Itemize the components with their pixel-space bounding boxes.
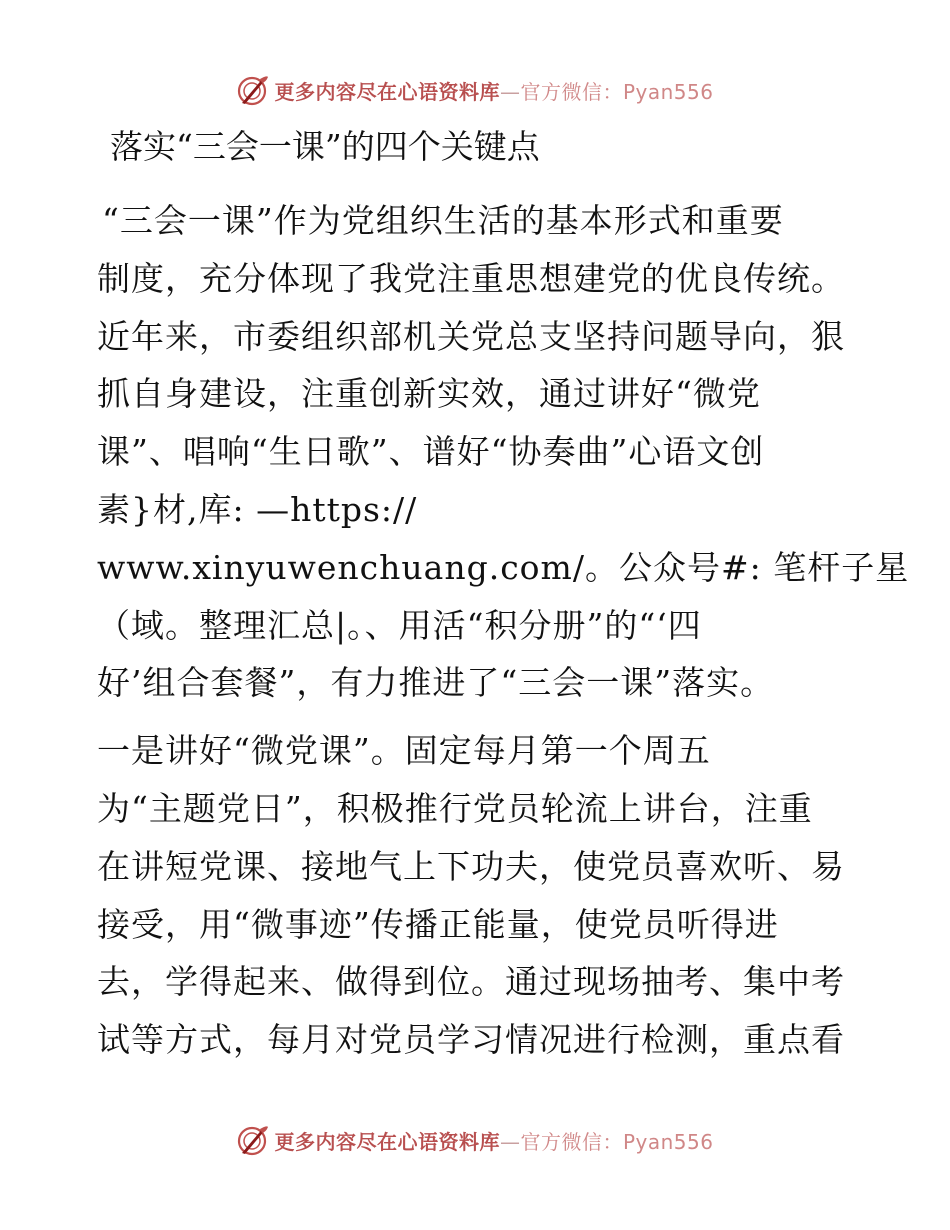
text-line: 在讲短党课、接地气上下功夫，使党员喜欢听、易 xyxy=(97,846,845,886)
watermark-text xyxy=(274,1126,713,1155)
footer-watermark xyxy=(0,1120,950,1160)
text-line: “三会一课”作为党组织生活的基本形式和重要 xyxy=(102,201,784,240)
paragraph-point-one xyxy=(97,722,857,1069)
watermark-separator: — xyxy=(499,1129,521,1154)
header-watermark xyxy=(0,70,950,110)
watermark-brand: 更多内容尽在心语资料库 xyxy=(274,1129,500,1154)
watermark-wechat: 官方微信：Pyan556 xyxy=(520,1129,714,1154)
text-line: 近年来，市委组织部机关党总支坚持问题导向，狠 xyxy=(97,316,845,356)
document-title: 落实“三会一课”的四个关键点 xyxy=(110,127,540,166)
watermark-separator: — xyxy=(499,79,521,104)
text-line: www.xinyuwenchuang.com/。公众号#: 笔杆子星 xyxy=(97,547,910,587)
watermark-wechat: 官方微信：Pyan556 xyxy=(520,79,714,104)
quill-logo-icon xyxy=(236,73,270,107)
text-line: 制度，充分体现了我党注重思想建党的优良传统。 xyxy=(97,258,845,298)
paragraph-intro xyxy=(97,192,910,712)
text-line: 接受，用“微事迹”传播正能量，使党员听得进 xyxy=(97,904,779,944)
text-line: 一是讲好“微党课”。固定每月第一个周五 xyxy=(97,731,711,771)
text-line: 课”、唱响“生日歌”、谱好“协奏曲”心语文创 xyxy=(97,432,765,472)
text-line: 抓自身建设，注重创新实效，通过讲好“微党 xyxy=(97,374,761,414)
text-line: 试等方式，每月对党员学习情况进行检测，重点看 xyxy=(97,1020,845,1060)
text-line: 去，学得起来、做得到位。通过现场抽考、集中考 xyxy=(97,962,845,1002)
document-body xyxy=(97,122,910,1079)
text-line: （域。整理汇总|。、用活“积分册”的“‘四 xyxy=(97,605,702,645)
watermark-brand: 更多内容尽在心语资料库 xyxy=(274,79,500,104)
quill-logo-icon xyxy=(236,1123,270,1157)
text-line: 好’组合套餐”，有力推进了“三会一课”落实。 xyxy=(97,663,775,703)
text-line: 素}材,库: —https:// xyxy=(97,489,418,529)
watermark-text xyxy=(274,76,713,105)
text-line: 为“主题党日”，积极推行党员轮流上讲台，注重 xyxy=(97,788,813,828)
